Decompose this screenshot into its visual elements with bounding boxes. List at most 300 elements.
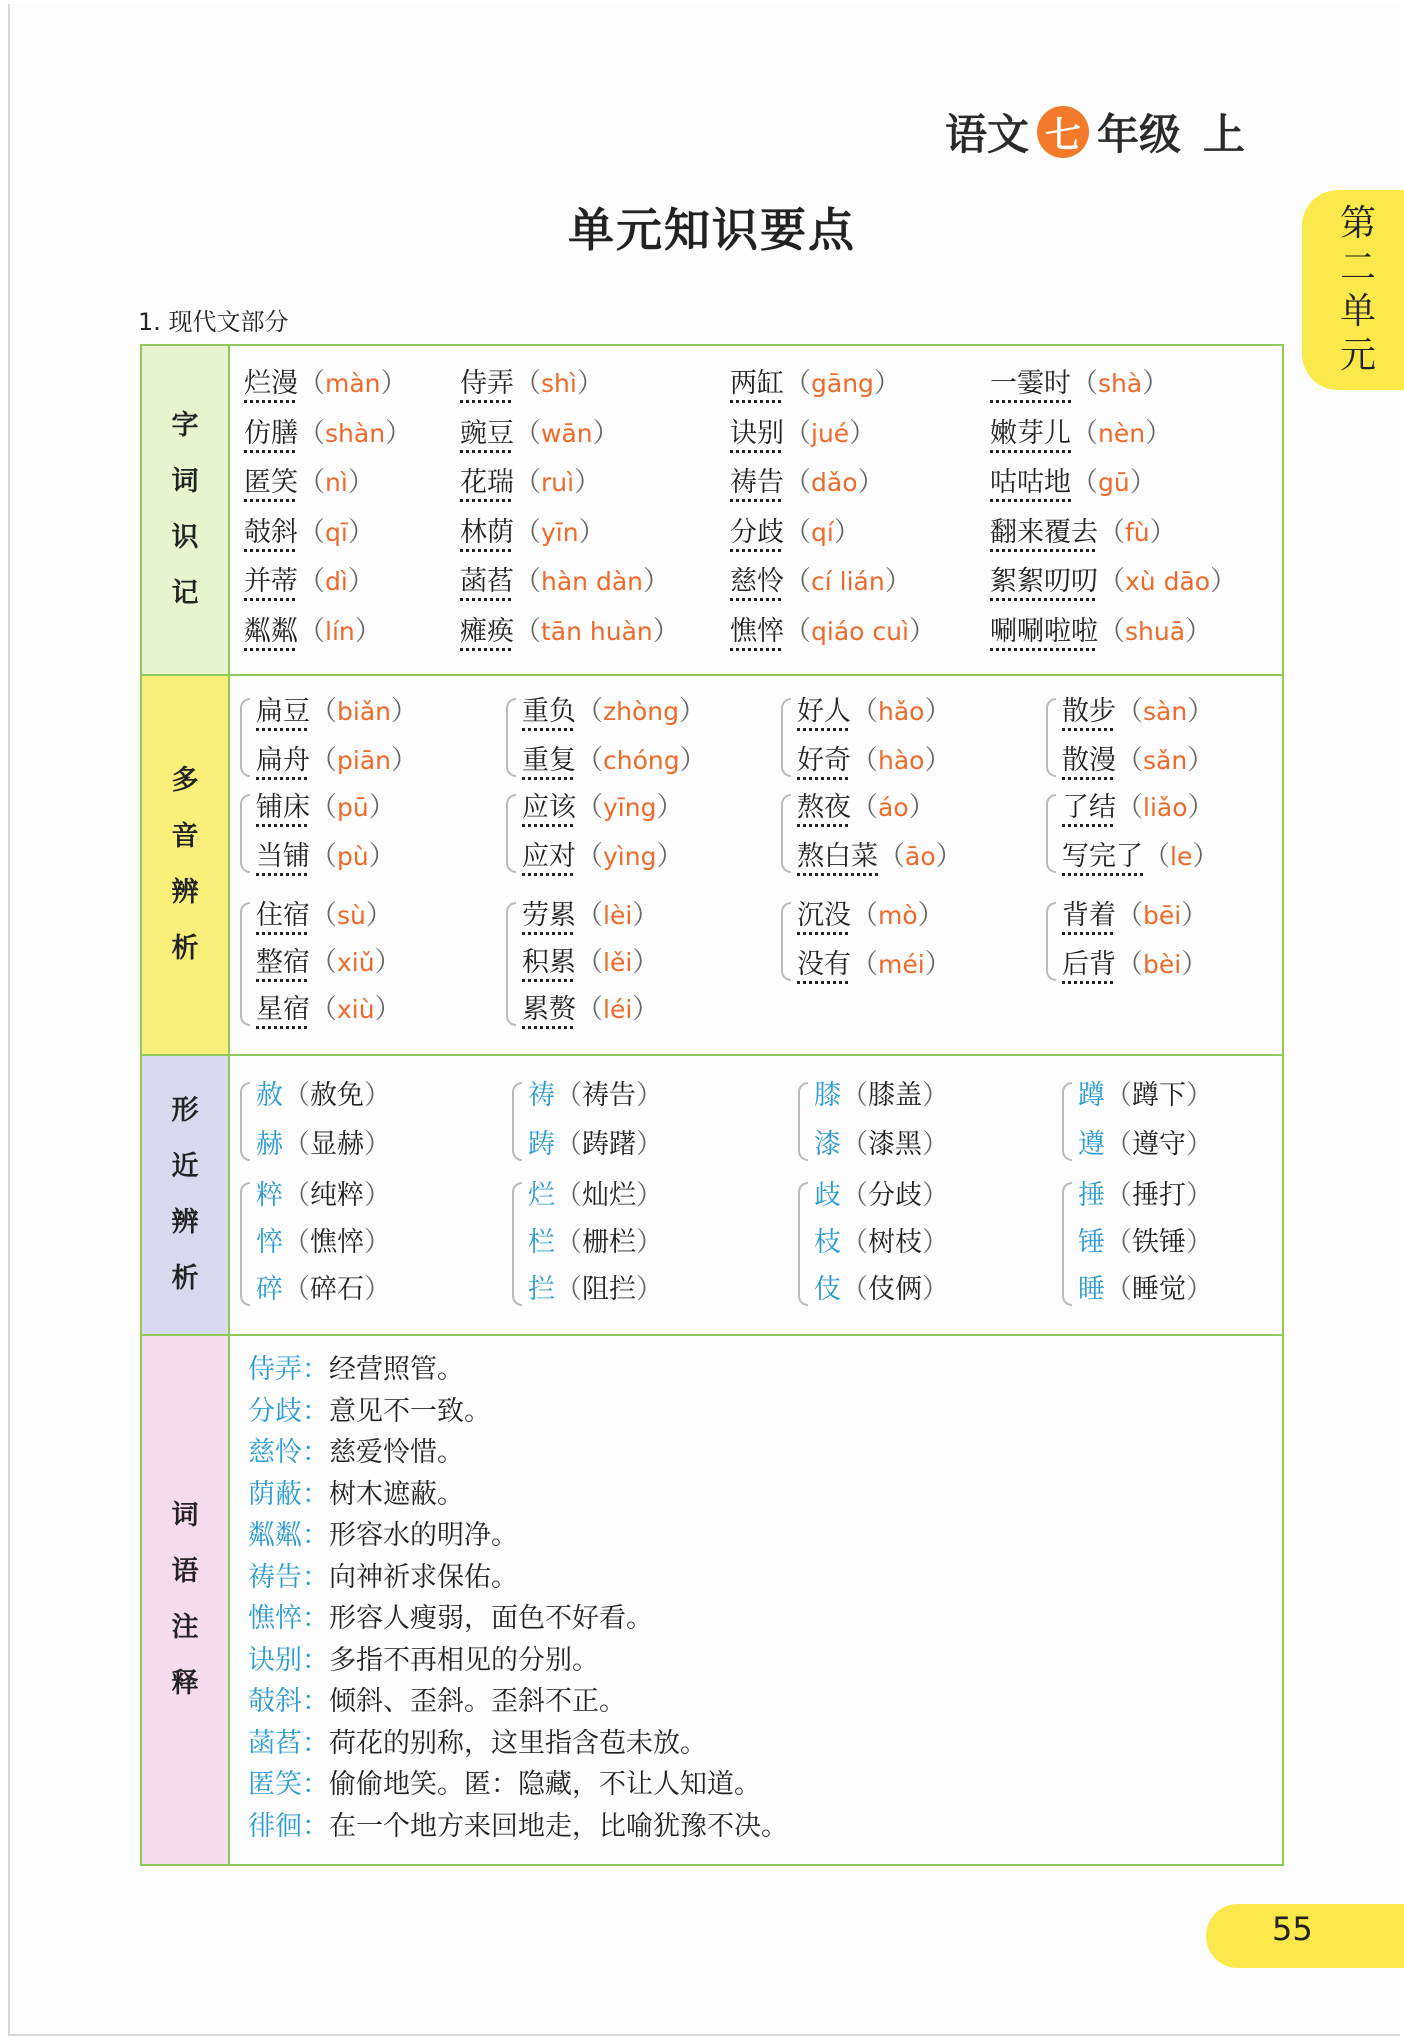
word: 熬夜 (797, 792, 851, 823)
word: 慈怜 (730, 566, 784, 597)
gloss-definition: 多指不再相见的分别。 (329, 1644, 599, 1676)
zici-item (244, 564, 375, 600)
gloss-term: 慈怜 (248, 1437, 302, 1468)
pinyin: liǎo (1143, 793, 1188, 822)
gloss-definition: 倾斜、歪斜。歪斜不正。 (329, 1686, 626, 1717)
pinyin: hàn dàn (541, 567, 643, 596)
zici-item (460, 366, 604, 402)
paren: （ (298, 417, 325, 449)
side-tab-char: 第 (1339, 203, 1376, 244)
duoyin-item (1062, 947, 1208, 983)
pinyin: xù dāo (1125, 567, 1211, 596)
char: 拦 (528, 1274, 555, 1305)
zici-item (730, 515, 861, 551)
word: 写完了 (1062, 841, 1143, 872)
gloss-term: 侍弄 (248, 1354, 302, 1385)
zici-item (244, 416, 412, 452)
paren: （ (298, 368, 325, 399)
paren: ） (390, 696, 418, 727)
gloss-term: 菡萏 (248, 1727, 302, 1759)
duoyin-item (797, 790, 936, 826)
paren: ） (922, 1180, 949, 1211)
char: 伎 (814, 1274, 841, 1305)
pinyin: lěi (603, 948, 633, 977)
xingjin-item (1078, 1272, 1213, 1308)
pinyin: shà (1098, 369, 1143, 398)
colon: ： (302, 1520, 329, 1551)
word: 重负 (522, 696, 576, 727)
duoyin-item (1062, 790, 1215, 826)
label-char: 记 (171, 578, 199, 609)
paren: （ (1116, 949, 1143, 980)
brace (781, 902, 791, 981)
example-word: 分歧 (868, 1180, 922, 1211)
example-word: 赦免 (310, 1080, 364, 1111)
paren: （ (1071, 368, 1098, 399)
example-word: 憔悴 (310, 1227, 364, 1258)
xingjin-item (528, 1178, 663, 1214)
pinyin: gū (1098, 468, 1130, 497)
xingjin-item (528, 1272, 663, 1308)
label-char: 形 (171, 1095, 199, 1126)
zici-item (244, 465, 375, 501)
paren: （ (514, 417, 541, 449)
paren: ） (374, 947, 402, 978)
paren: ） (374, 994, 402, 1025)
xingjin-item (256, 1078, 391, 1114)
word: 扁舟 (256, 745, 310, 776)
gloss-item (248, 1433, 464, 1473)
paren: ） (1186, 1129, 1213, 1160)
word: 住宿 (256, 900, 310, 931)
paren: ） (364, 1274, 391, 1305)
header-grade: 年级 (1097, 110, 1182, 159)
paren: （ (310, 947, 337, 978)
word: 整宿 (256, 947, 310, 978)
example-word: 伎俩 (868, 1274, 922, 1305)
label-char: 辨 (171, 1207, 199, 1238)
xingjin-item (814, 1127, 949, 1163)
example-word: 显赫 (310, 1129, 364, 1160)
zici-item (730, 416, 876, 452)
paren: ） (922, 1129, 949, 1160)
paren: （ (555, 1080, 582, 1111)
paren: ） (849, 417, 877, 449)
zici-item (990, 564, 1237, 600)
word: 林荫 (460, 516, 514, 548)
section-subtitle: 1. 现代文部分 (138, 308, 289, 336)
paren: ） (884, 566, 912, 597)
brace (240, 902, 250, 1026)
page-number: 55 (1272, 1910, 1313, 1948)
gloss-term: 粼粼 (248, 1520, 302, 1551)
word: 两缸 (730, 368, 784, 399)
paren: （ (298, 467, 325, 498)
paren: ） (364, 1129, 391, 1160)
colon: ： (302, 1395, 329, 1427)
paren: ） (1210, 566, 1238, 597)
brace (1062, 1182, 1072, 1306)
zici-item (460, 564, 670, 600)
paren: ） (1186, 1274, 1213, 1305)
char: 碎 (256, 1274, 283, 1305)
word: 分歧 (730, 516, 784, 548)
paren: （ (310, 900, 337, 931)
paren: ） (922, 1227, 949, 1258)
paren: ） (1186, 1180, 1213, 1211)
duoyin-item (522, 694, 706, 730)
word: 并蒂 (244, 566, 298, 597)
zici-item (244, 366, 408, 402)
paren: （ (841, 1129, 868, 1160)
colon: ： (302, 1769, 329, 1800)
paren: （ (576, 900, 603, 931)
paren: （ (310, 696, 337, 727)
brace (512, 1082, 522, 1161)
pinyin: āo (905, 842, 936, 871)
label-char: 辨 (171, 877, 199, 908)
pinyin: chóng (603, 746, 680, 775)
paren: ） (1187, 792, 1215, 823)
paren: ） (385, 417, 413, 449)
paren: ） (578, 516, 606, 548)
word: 唰唰啦啦 (990, 615, 1098, 647)
paren: ） (592, 417, 620, 449)
pinyin: jué (811, 418, 850, 448)
xingjin-item (1078, 1127, 1213, 1163)
pinyin: léi (603, 995, 633, 1024)
paren: （ (841, 1274, 868, 1305)
paren: （ (1105, 1274, 1132, 1305)
pinyin: yīng (603, 793, 657, 822)
xingjin-item (1078, 1078, 1213, 1114)
paren: ） (636, 1227, 663, 1258)
paren: （ (310, 841, 337, 872)
pinyin: fù (1125, 517, 1150, 547)
xingjin-item (814, 1078, 949, 1114)
paren: ） (1192, 841, 1220, 872)
paren: （ (555, 1227, 582, 1258)
xingjin-item (1078, 1178, 1213, 1214)
word: 匿笑 (244, 467, 298, 498)
gloss-definition: 向神祈求保佑。 (329, 1561, 518, 1593)
paren: （ (310, 792, 337, 823)
zici-item (460, 515, 606, 551)
xingjin-item (814, 1272, 949, 1308)
word: 憔悴 (730, 615, 784, 647)
example-word: 灿烂 (582, 1180, 636, 1211)
paren: ） (576, 368, 604, 399)
char: 锤 (1078, 1227, 1105, 1258)
word: 了结 (1062, 792, 1116, 823)
example-word: 铁锤 (1132, 1227, 1186, 1258)
char: 枝 (814, 1227, 841, 1258)
section-body (230, 1336, 1282, 1864)
duoyin-item (797, 743, 951, 779)
pinyin: dì (325, 567, 348, 596)
colon: ： (302, 1478, 329, 1510)
paren: ） (656, 841, 684, 872)
gloss-item (248, 1724, 707, 1764)
brace (1046, 698, 1056, 777)
section-duoyin (142, 676, 1282, 1056)
gloss-definition: 树木遮蔽。 (329, 1478, 464, 1510)
pinyin: hào (878, 746, 925, 775)
pinyin: piān (337, 746, 391, 775)
duoyin-item (1062, 743, 1214, 779)
brace (240, 1182, 250, 1306)
pinyin: yìng (603, 842, 657, 871)
paren: ） (632, 947, 660, 978)
paren: ） (574, 467, 602, 498)
pinyin: pù (337, 842, 369, 871)
paren: ） (636, 1129, 663, 1160)
brace (798, 1082, 808, 1161)
label-char: 词 (171, 466, 199, 497)
word: 应对 (522, 841, 576, 872)
paren: （ (1105, 1227, 1132, 1258)
paren: （ (1116, 900, 1143, 931)
duoyin-item (256, 790, 396, 826)
duoyin-item (256, 743, 418, 779)
word: 好奇 (797, 745, 851, 776)
paren: （ (310, 745, 337, 776)
colon: ： (302, 1686, 329, 1717)
label-char: 释 (171, 1668, 199, 1699)
paren: （ (514, 615, 541, 647)
example-word: 蹲下 (1132, 1080, 1186, 1111)
paren: （ (283, 1080, 310, 1111)
word: 背着 (1062, 900, 1116, 931)
xingjin-item (814, 1178, 949, 1214)
side-tab-char: 元 (1339, 335, 1376, 376)
word: 烂漫 (244, 368, 298, 399)
duoyin-item (797, 947, 952, 983)
brace (781, 698, 791, 777)
paren: （ (784, 566, 811, 597)
gloss-definition: 形容人瘦弱，面色不好看。 (329, 1603, 653, 1634)
duoyin-item (522, 945, 659, 981)
pinyin: nèn (1098, 418, 1146, 448)
header-volume: 上 (1203, 110, 1246, 159)
gloss-item (248, 1350, 464, 1390)
word: 没有 (797, 949, 851, 980)
paren: ） (636, 1274, 663, 1305)
pinyin: qiáo cuì (811, 616, 909, 646)
gloss-item (248, 1516, 518, 1556)
colon: ： (302, 1354, 329, 1385)
brace (506, 902, 516, 1026)
paren: （ (576, 696, 603, 727)
page (8, 4, 1400, 2036)
word: 累赘 (522, 994, 576, 1025)
char: 漆 (814, 1129, 841, 1160)
example-word: 树枝 (868, 1227, 922, 1258)
example-word: 阻拦 (582, 1274, 636, 1305)
paren: ） (636, 1080, 663, 1111)
example-word: 碎石 (310, 1274, 364, 1305)
label-char: 析 (171, 933, 199, 964)
brace (781, 794, 791, 873)
word: 豌豆 (460, 417, 514, 449)
duoyin-item (256, 839, 396, 875)
brace (240, 698, 250, 777)
pinyin: méi (878, 950, 925, 979)
char: 捶 (1078, 1180, 1105, 1211)
brace (506, 698, 516, 777)
pinyin: qī (325, 517, 348, 547)
paren: ） (632, 994, 660, 1025)
pinyin: lín (325, 616, 355, 646)
section-label (142, 676, 230, 1054)
pinyin: bēi (1143, 901, 1182, 930)
pinyin: shàn (325, 418, 386, 448)
word: 粼粼 (244, 615, 298, 647)
paren: （ (298, 516, 325, 548)
paren: （ (851, 900, 878, 931)
paren: ） (347, 516, 375, 548)
word: 嫩芽儿 (990, 417, 1071, 449)
zici-item (990, 416, 1172, 452)
gloss-definition: 经营照管。 (329, 1354, 464, 1385)
paren: （ (1098, 566, 1125, 597)
paren: ） (1181, 949, 1209, 980)
duoyin-item (522, 839, 683, 875)
duoyin-item (522, 898, 659, 934)
brace (506, 794, 516, 873)
paren: （ (514, 516, 541, 548)
paren: ） (924, 949, 952, 980)
paren: ） (1142, 368, 1170, 399)
colon: ： (302, 1437, 329, 1468)
pinyin: yīn (541, 517, 579, 547)
zici-item (244, 515, 375, 551)
paren: （ (555, 1129, 582, 1160)
word: 菡萏 (460, 566, 514, 597)
xingjin-item (528, 1127, 663, 1163)
zici-item (460, 416, 620, 452)
paren: （ (1116, 696, 1143, 727)
paren: （ (576, 792, 603, 823)
paren: （ (1143, 841, 1170, 872)
paren: ） (636, 1180, 663, 1211)
paren: （ (841, 1227, 868, 1258)
paren: （ (283, 1274, 310, 1305)
gloss-definition: 形容水的明净。 (329, 1520, 518, 1551)
gloss-item (248, 1807, 788, 1847)
gloss-term: 分歧 (248, 1395, 302, 1427)
example-word: 捶打 (1132, 1180, 1186, 1211)
duoyin-item (256, 694, 418, 730)
paren: （ (514, 566, 541, 597)
paren: （ (1116, 792, 1143, 823)
pinyin: shì (541, 369, 577, 398)
colon: ： (302, 1561, 329, 1593)
char: 踌 (528, 1129, 555, 1160)
gloss-term: 诀别 (248, 1644, 302, 1676)
paren: ） (380, 368, 408, 399)
pinyin: gāng (811, 369, 874, 398)
zici-item (244, 614, 382, 650)
paren: ） (1187, 696, 1215, 727)
paren: ） (922, 1080, 949, 1111)
side-tab-char: 二 (1339, 247, 1376, 288)
section-body (230, 676, 1282, 1054)
paren: ） (368, 841, 396, 872)
pinyin: sù (337, 901, 366, 930)
side-tab-char: 单 (1339, 291, 1376, 332)
paren: ） (1145, 417, 1173, 449)
paren: ） (1186, 1227, 1213, 1258)
paren: ） (1185, 615, 1213, 647)
pinyin: tān huàn (541, 616, 653, 646)
duoyin-item (256, 945, 402, 981)
paren: ） (656, 792, 684, 823)
pinyin: zhòng (603, 697, 679, 726)
word: 侍弄 (460, 368, 514, 399)
section-body (230, 346, 1282, 674)
paren: （ (851, 745, 878, 776)
pinyin: bèi (1143, 950, 1182, 979)
paren: （ (576, 947, 603, 978)
pinyin: nì (325, 468, 348, 497)
brace (240, 1082, 250, 1161)
word: 沉没 (797, 900, 851, 931)
pinyin: màn (325, 369, 381, 398)
paren: ） (935, 841, 963, 872)
word: 重复 (522, 745, 576, 776)
brace (798, 1182, 808, 1306)
label-char: 多 (171, 765, 199, 796)
pinyin: hǎo (878, 697, 925, 726)
pinyin: xiù (337, 995, 375, 1024)
paren: （ (1116, 745, 1143, 776)
word: 攲斜 (244, 516, 298, 548)
char: 蹲 (1078, 1080, 1105, 1111)
paren: ） (833, 516, 861, 548)
section-label (142, 1336, 230, 1864)
example-word: 膝盖 (868, 1080, 922, 1111)
label-char: 析 (171, 1263, 199, 1294)
colon: ： (302, 1603, 329, 1634)
paren: （ (851, 792, 878, 823)
gloss-item (248, 1392, 491, 1432)
paren: （ (1105, 1129, 1132, 1160)
paren: ） (368, 792, 396, 823)
char: 粹 (256, 1180, 283, 1211)
duoyin-item (1062, 898, 1208, 934)
section-body (230, 1056, 1282, 1334)
paren: （ (784, 368, 811, 399)
paren: （ (1098, 516, 1125, 548)
example-word: 漆黑 (868, 1129, 922, 1160)
zici-item (460, 614, 680, 650)
brace (1046, 794, 1056, 873)
paren: （ (310, 994, 337, 1025)
example-word: 踌躇 (582, 1129, 636, 1160)
paren: ） (873, 368, 901, 399)
pinyin: sǎn (1143, 746, 1188, 775)
word: 瘫痪 (460, 615, 514, 647)
word: 熬白菜 (797, 841, 878, 872)
xingjin-item (814, 1225, 949, 1261)
paren: （ (784, 615, 811, 647)
zici-item (730, 465, 884, 501)
zici-item (460, 465, 601, 501)
word: 好人 (797, 696, 851, 727)
pinyin: cí lián (811, 567, 885, 596)
pinyin: shuā (1125, 616, 1186, 646)
